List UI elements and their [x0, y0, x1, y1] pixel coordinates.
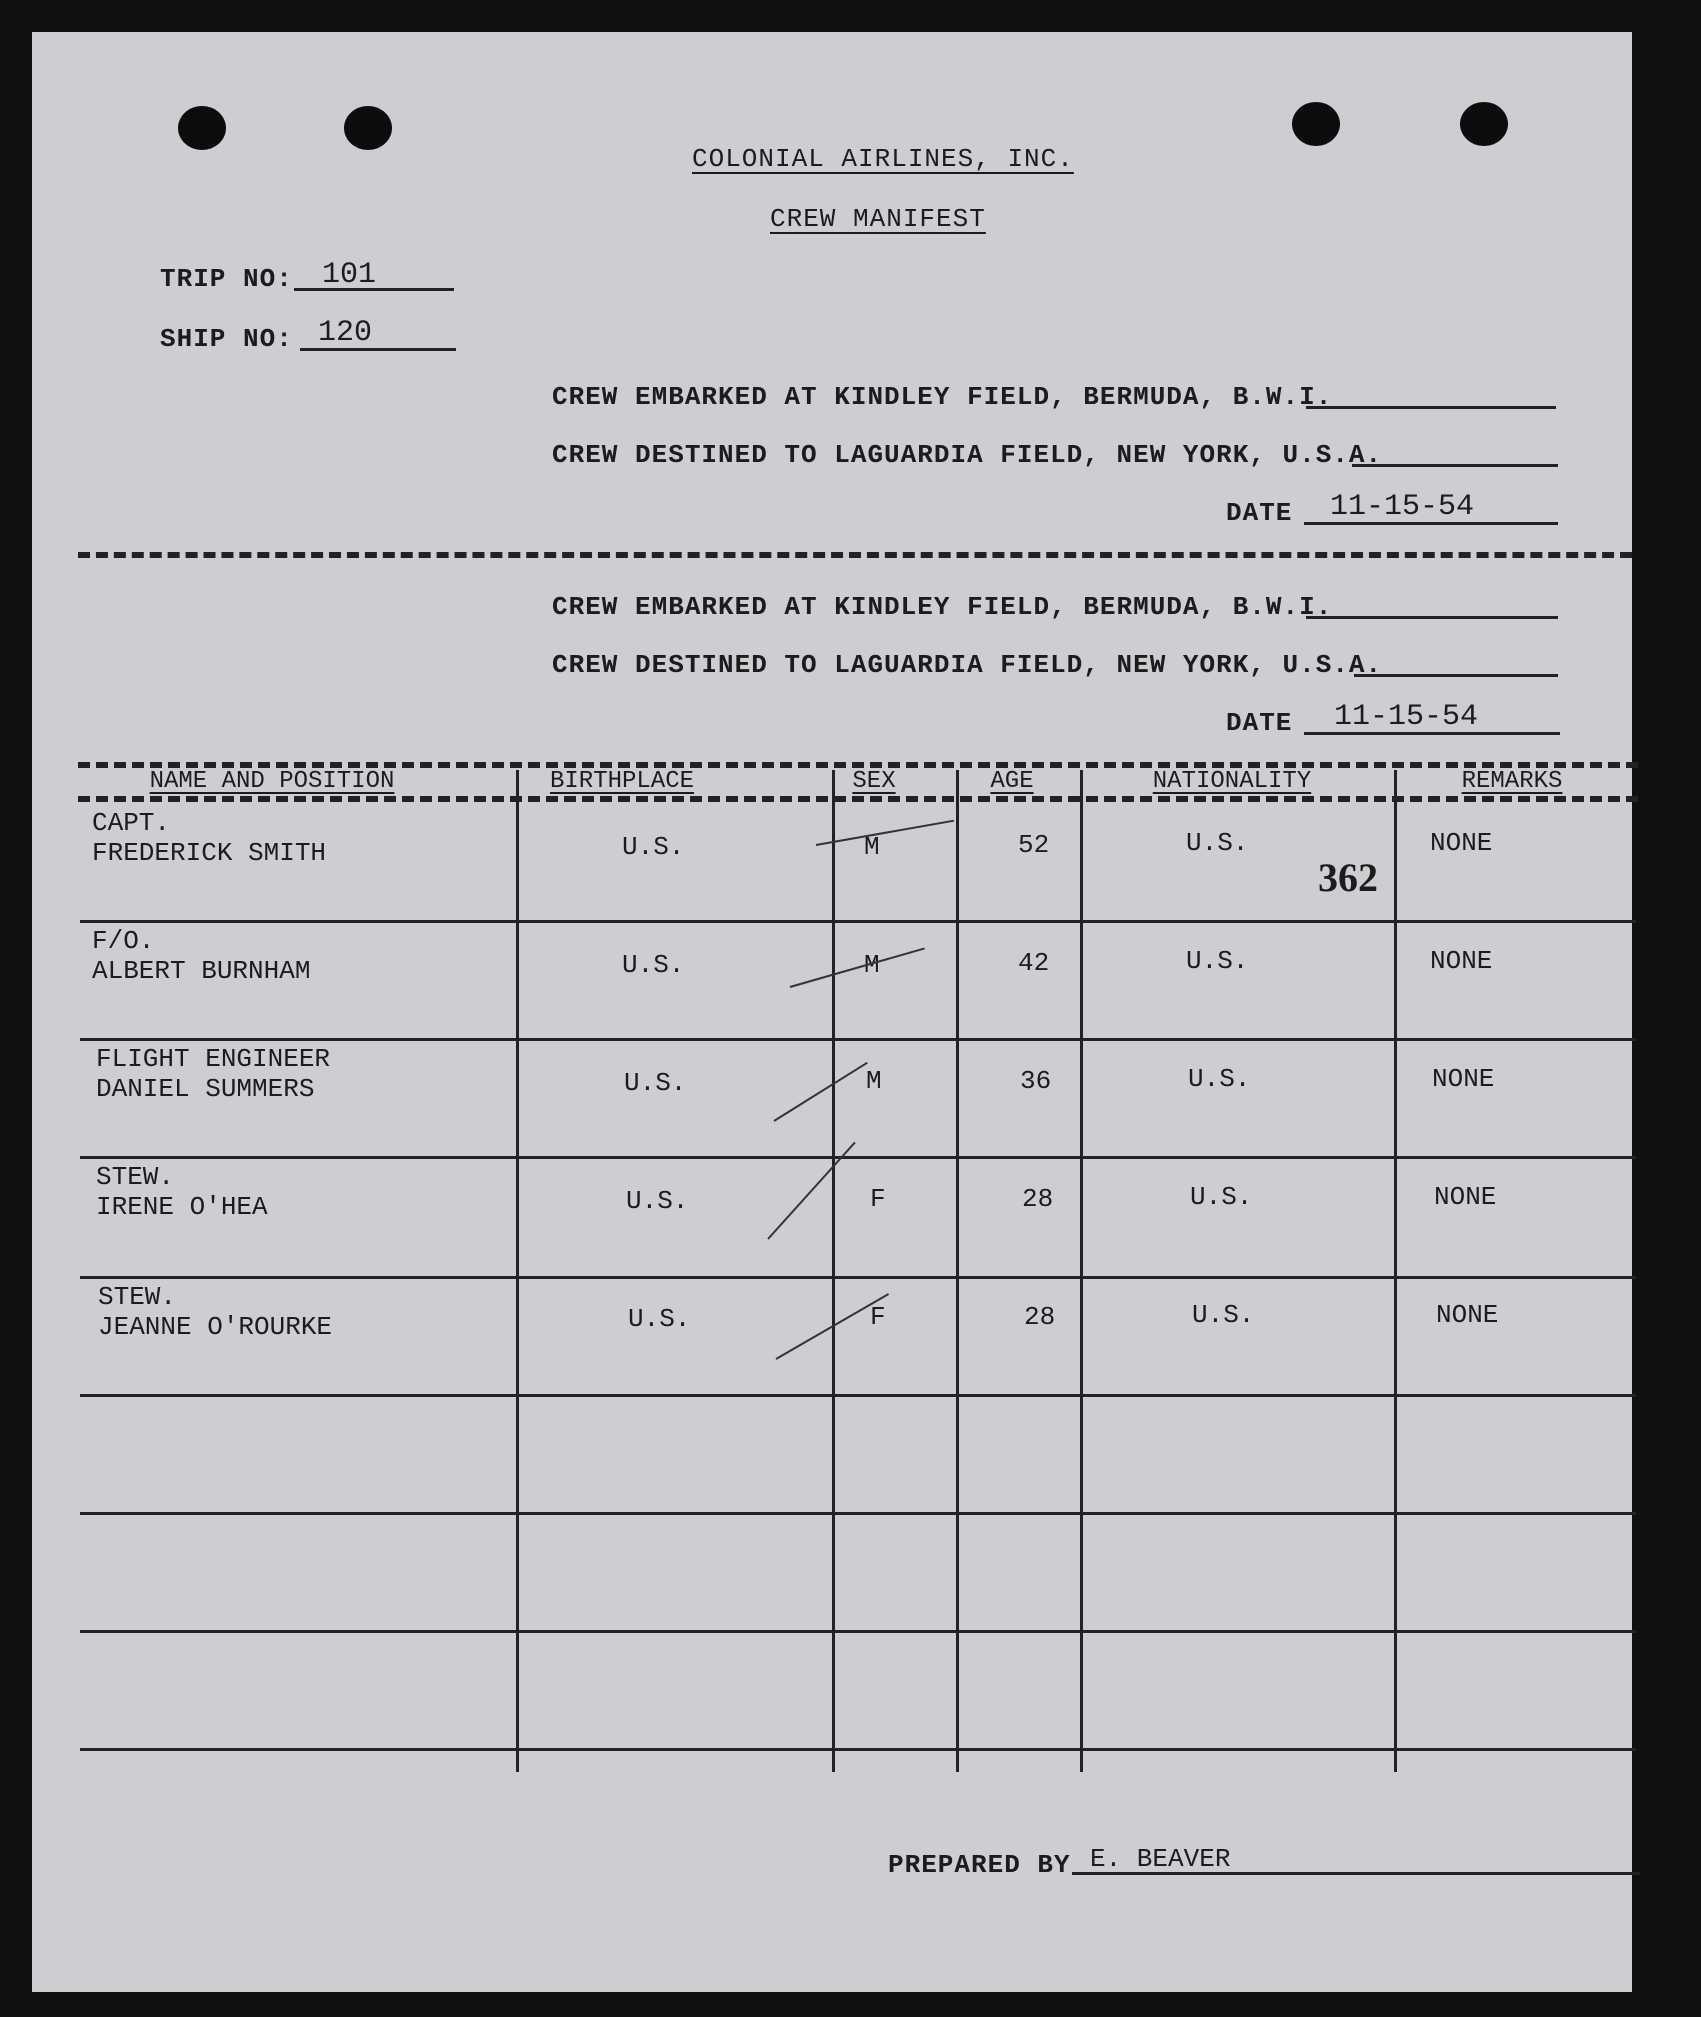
table-header-rule [78, 796, 1638, 802]
crew-sex: F [870, 1184, 886, 1214]
destined-line [1354, 674, 1558, 677]
trip-label: TRIP NO: [160, 264, 293, 294]
date-value: 11-15-54 [1330, 490, 1475, 524]
row-line [80, 1748, 1636, 1751]
punch-hole [1460, 102, 1508, 146]
section-divider [78, 552, 1632, 558]
header-nationality: NATIONALITY [1152, 768, 1312, 795]
crew-name: DANIEL SUMMERS [96, 1074, 315, 1104]
check-mark [790, 947, 925, 988]
destined-line [1352, 464, 1558, 467]
row-line [80, 1038, 1636, 1041]
crew-name: IRENE O'HEA [96, 1192, 268, 1222]
crew-remarks: NONE [1434, 1182, 1497, 1212]
check-mark [773, 1062, 867, 1122]
header-name: NAME AND POSITION [149, 768, 395, 795]
crew-birthplace: U.S. [622, 950, 685, 980]
company-name: COLONIAL AIRLINES, INC. [692, 144, 1074, 174]
crew-nationality: U.S. [1188, 1064, 1251, 1094]
ship-number: 120 [318, 316, 373, 350]
destined-text: CREW DESTINED TO LAGUARDIA FIELD, NEW YORK, U.S.A. [552, 650, 1383, 680]
row-line [80, 1630, 1636, 1633]
date-value: 11-15-54 [1334, 700, 1479, 734]
punch-hole [344, 106, 392, 150]
crew-age: 36 [1020, 1066, 1052, 1096]
crew-sex: M [864, 832, 880, 862]
crew-nationality: U.S. [1192, 1300, 1255, 1330]
crew-name: ALBERT BURNHAM [92, 956, 311, 986]
crew-name: FREDERICK SMITH [92, 838, 327, 868]
ship-label: SHIP NO: [160, 324, 293, 354]
crew-remarks: NONE [1436, 1300, 1499, 1330]
crew-age: 28 [1024, 1302, 1056, 1332]
header-birthplace: BIRTHPLACE [549, 768, 695, 795]
embarked-line [1306, 616, 1558, 619]
destined-text: CREW DESTINED TO LAGUARDIA FIELD, NEW YORK, U.S.A. [552, 440, 1383, 470]
date-label: DATE [1226, 498, 1293, 528]
crew-age: 52 [1018, 830, 1050, 860]
row-line [80, 1512, 1636, 1515]
embarked-line [1306, 406, 1556, 409]
crew-sex: M [866, 1066, 882, 1096]
header-sex: SEX [852, 768, 896, 795]
crew-birthplace: U.S. [622, 832, 685, 862]
crew-nationality: U.S. [1186, 828, 1249, 858]
row-line [80, 920, 1636, 923]
crew-sex: F [870, 1302, 886, 1332]
crew-name: JEANNE O'ROURKE [98, 1312, 333, 1342]
date-label: DATE [1226, 708, 1293, 738]
row-line [80, 1156, 1636, 1159]
crew-birthplace: U.S. [624, 1068, 687, 1098]
embarked-text: CREW EMBARKED AT KINDLEY FIELD, BERMUDA, B.W.I. [552, 592, 1333, 622]
stamp-number: 362 [1318, 855, 1378, 900]
crew-age: 42 [1018, 948, 1050, 978]
crew-nationality: U.S. [1186, 946, 1249, 976]
crew-remarks: NONE [1430, 946, 1493, 976]
crew-birthplace: U.S. [628, 1304, 691, 1334]
crew-remarks: NONE [1430, 828, 1493, 858]
punch-hole [178, 106, 226, 150]
crew-sex: M [864, 950, 880, 980]
form-title: CREW MANIFEST [770, 204, 986, 234]
crew-position: STEW. [98, 1282, 177, 1312]
punch-hole [1292, 102, 1340, 146]
header-age: AGE [990, 768, 1034, 795]
manifest-page [32, 32, 1632, 1992]
crew-position: CAPT. [92, 808, 171, 838]
crew-age: 28 [1022, 1184, 1054, 1214]
embarked-text: CREW EMBARKED AT KINDLEY FIELD, BERMUDA, B.W.I. [552, 382, 1333, 412]
prepared-by-label: PREPARED BY [888, 1850, 1071, 1880]
crew-position: FLIGHT ENGINEER [96, 1044, 331, 1074]
crew-position: STEW. [96, 1162, 175, 1192]
row-line [80, 1394, 1636, 1397]
header-remarks: REMARKS [1461, 768, 1563, 795]
check-mark [816, 820, 954, 846]
trip-number: 101 [322, 258, 377, 292]
crew-position: F/O. [92, 926, 155, 956]
crew-nationality: U.S. [1190, 1182, 1253, 1212]
row-line [80, 1276, 1636, 1279]
crew-birthplace: U.S. [626, 1186, 689, 1216]
prepared-by-name: E. BEAVER [1090, 1844, 1231, 1874]
crew-remarks: NONE [1432, 1064, 1495, 1094]
